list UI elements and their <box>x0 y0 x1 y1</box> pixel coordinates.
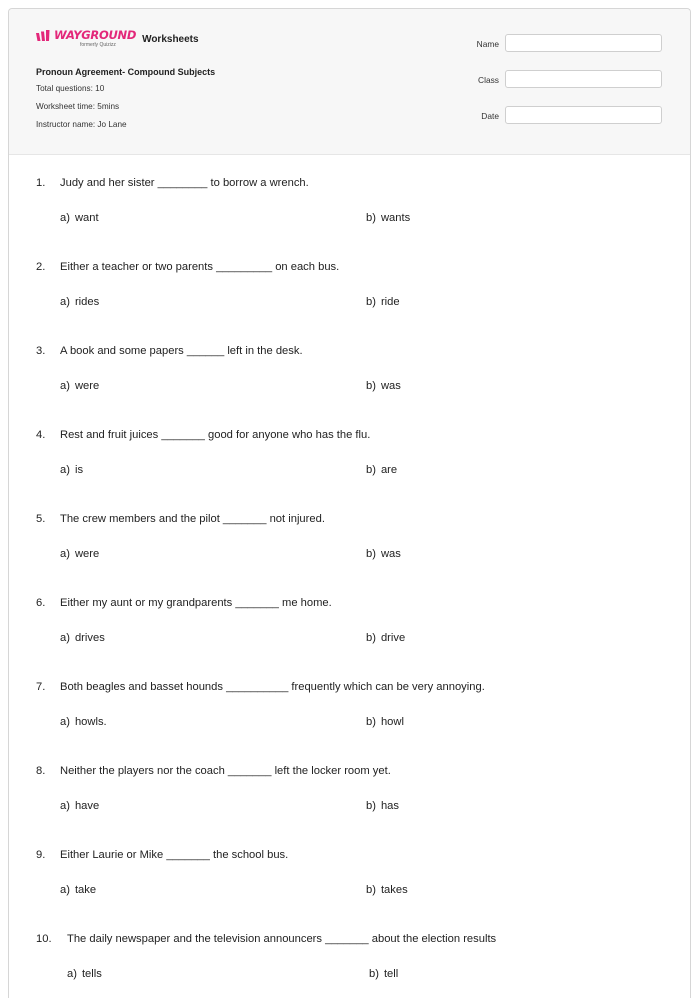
question-4-option-a[interactable] <box>60 464 83 476</box>
question-1-option-b[interactable] <box>366 212 410 224</box>
question-text: Rest and fruit juices _______ good for anyone who has the flu. <box>60 429 371 441</box>
option-text: want <box>74 212 99 224</box>
logo-mark-icon <box>36 30 51 41</box>
question-4 <box>36 429 370 441</box>
option-text: drives <box>74 632 105 644</box>
question-7-option-a[interactable] <box>60 716 107 728</box>
question-number: 5. <box>36 513 46 525</box>
option-text: drive <box>380 632 406 644</box>
option-text: take <box>74 884 97 896</box>
question-2 <box>36 261 339 273</box>
option-text: were <box>74 380 100 392</box>
name-field[interactable] <box>505 34 662 52</box>
question-number: 1. <box>36 177 46 189</box>
class-field[interactable] <box>505 70 662 88</box>
question-text: A book and some papers ______ left in the desk. <box>60 345 303 357</box>
option-text: takes <box>380 884 408 896</box>
question-10-option-a[interactable] <box>67 968 102 980</box>
option-letter: b) <box>366 800 376 812</box>
question-text: Either Laurie or Mike _______ the school bus. <box>60 849 289 861</box>
question-8-option-a[interactable] <box>60 800 99 812</box>
instructor-name: Instructor name: Jo Lane <box>36 120 127 129</box>
option-letter: b) <box>366 716 376 728</box>
logo-subtext: formerly Quizizz <box>80 42 116 48</box>
option-letter: a) <box>60 800 70 812</box>
question-9-option-a[interactable] <box>60 884 96 896</box>
option-letter: a) <box>67 968 77 980</box>
question-number: 3. <box>36 345 46 357</box>
option-text: is <box>74 464 84 476</box>
question-3-option-a[interactable] <box>60 380 99 392</box>
option-letter: a) <box>60 632 70 644</box>
question-3 <box>36 345 303 357</box>
question-text: Either my aunt or my grandparents _______ me home. <box>60 597 332 609</box>
question-4-option-b[interactable] <box>366 464 397 476</box>
question-10-option-b[interactable] <box>369 968 398 980</box>
question-5 <box>36 513 325 525</box>
option-text: howl <box>380 716 404 728</box>
question-7-option-b[interactable] <box>366 716 404 728</box>
question-number: 7. <box>36 681 46 693</box>
question-number: 10. <box>36 933 52 945</box>
question-number: 8. <box>36 765 46 777</box>
logo-text: WAYGROUND <box>54 28 137 42</box>
brand-suffix: Worksheets <box>142 34 199 45</box>
question-text: The daily newspaper and the television announcers _______ about the election results <box>67 933 497 945</box>
option-letter: a) <box>60 212 70 224</box>
option-text: howls. <box>74 716 107 728</box>
option-text: were <box>74 548 100 560</box>
option-letter: b) <box>366 380 376 392</box>
option-letter: b) <box>366 464 376 476</box>
option-letter: b) <box>369 968 379 980</box>
option-text: was <box>380 380 401 392</box>
question-10 <box>36 933 496 945</box>
option-letter: b) <box>366 632 376 644</box>
option-letter: b) <box>366 212 376 224</box>
option-letter: a) <box>60 548 70 560</box>
question-9-option-b[interactable] <box>366 884 408 896</box>
question-6 <box>36 597 332 609</box>
question-9 <box>36 849 288 861</box>
question-number: 2. <box>36 261 46 273</box>
date-field[interactable] <box>505 106 662 124</box>
question-text: Judy and her sister ________ to borrow a wrench. <box>60 177 309 189</box>
question-2-option-b[interactable] <box>366 296 400 308</box>
option-letter: b) <box>366 296 376 308</box>
option-text: ride <box>380 296 400 308</box>
question-text: Either a teacher or two parents _________ on each bus. <box>60 261 340 273</box>
option-text: are <box>380 464 398 476</box>
question-6-option-a[interactable] <box>60 632 105 644</box>
worksheet-time: Worksheet time: 5mins <box>36 102 120 111</box>
option-letter: a) <box>60 464 70 476</box>
total-questions: Total questions: 10 <box>36 84 105 93</box>
question-7 <box>36 681 485 693</box>
class-label: Class <box>478 75 499 85</box>
worksheet-header <box>9 9 690 155</box>
wayground-logo <box>36 29 136 48</box>
option-text: rides <box>74 296 100 308</box>
name-label: Name <box>476 39 499 49</box>
option-letter: a) <box>60 296 70 308</box>
question-number: 9. <box>36 849 46 861</box>
question-8-option-b[interactable] <box>366 800 399 812</box>
option-text: tell <box>383 968 399 980</box>
question-text: The crew members and the pilot _______ not injured. <box>60 513 325 525</box>
brand <box>36 29 199 48</box>
question-text: Neither the players nor the coach _______ left the locker room yet. <box>60 765 391 777</box>
worksheet-title: Pronoun Agreement- Compound Subjects <box>36 67 216 77</box>
worksheet-page <box>8 8 691 998</box>
question-8 <box>36 765 391 777</box>
question-1 <box>36 177 309 189</box>
option-letter: a) <box>60 716 70 728</box>
option-letter: a) <box>60 380 70 392</box>
question-3-option-b[interactable] <box>366 380 401 392</box>
question-2-option-a[interactable] <box>60 296 99 308</box>
option-letter: b) <box>366 884 376 896</box>
option-text: has <box>380 800 399 812</box>
option-letter: a) <box>60 884 70 896</box>
question-number: 6. <box>36 597 46 609</box>
option-text: tells <box>81 968 102 980</box>
question-text: Both beagles and basset hounds __________ frequently which can be very annoying. <box>60 681 485 693</box>
date-label: Date <box>481 111 499 121</box>
option-text: was <box>380 548 401 560</box>
question-5-option-a[interactable] <box>60 548 99 560</box>
option-text: wants <box>380 212 411 224</box>
option-letter: b) <box>366 548 376 560</box>
question-1-option-a[interactable] <box>60 212 99 224</box>
question-6-option-b[interactable] <box>366 632 405 644</box>
question-5-option-b[interactable] <box>366 548 401 560</box>
option-text: have <box>74 800 100 812</box>
question-number: 4. <box>36 429 46 441</box>
